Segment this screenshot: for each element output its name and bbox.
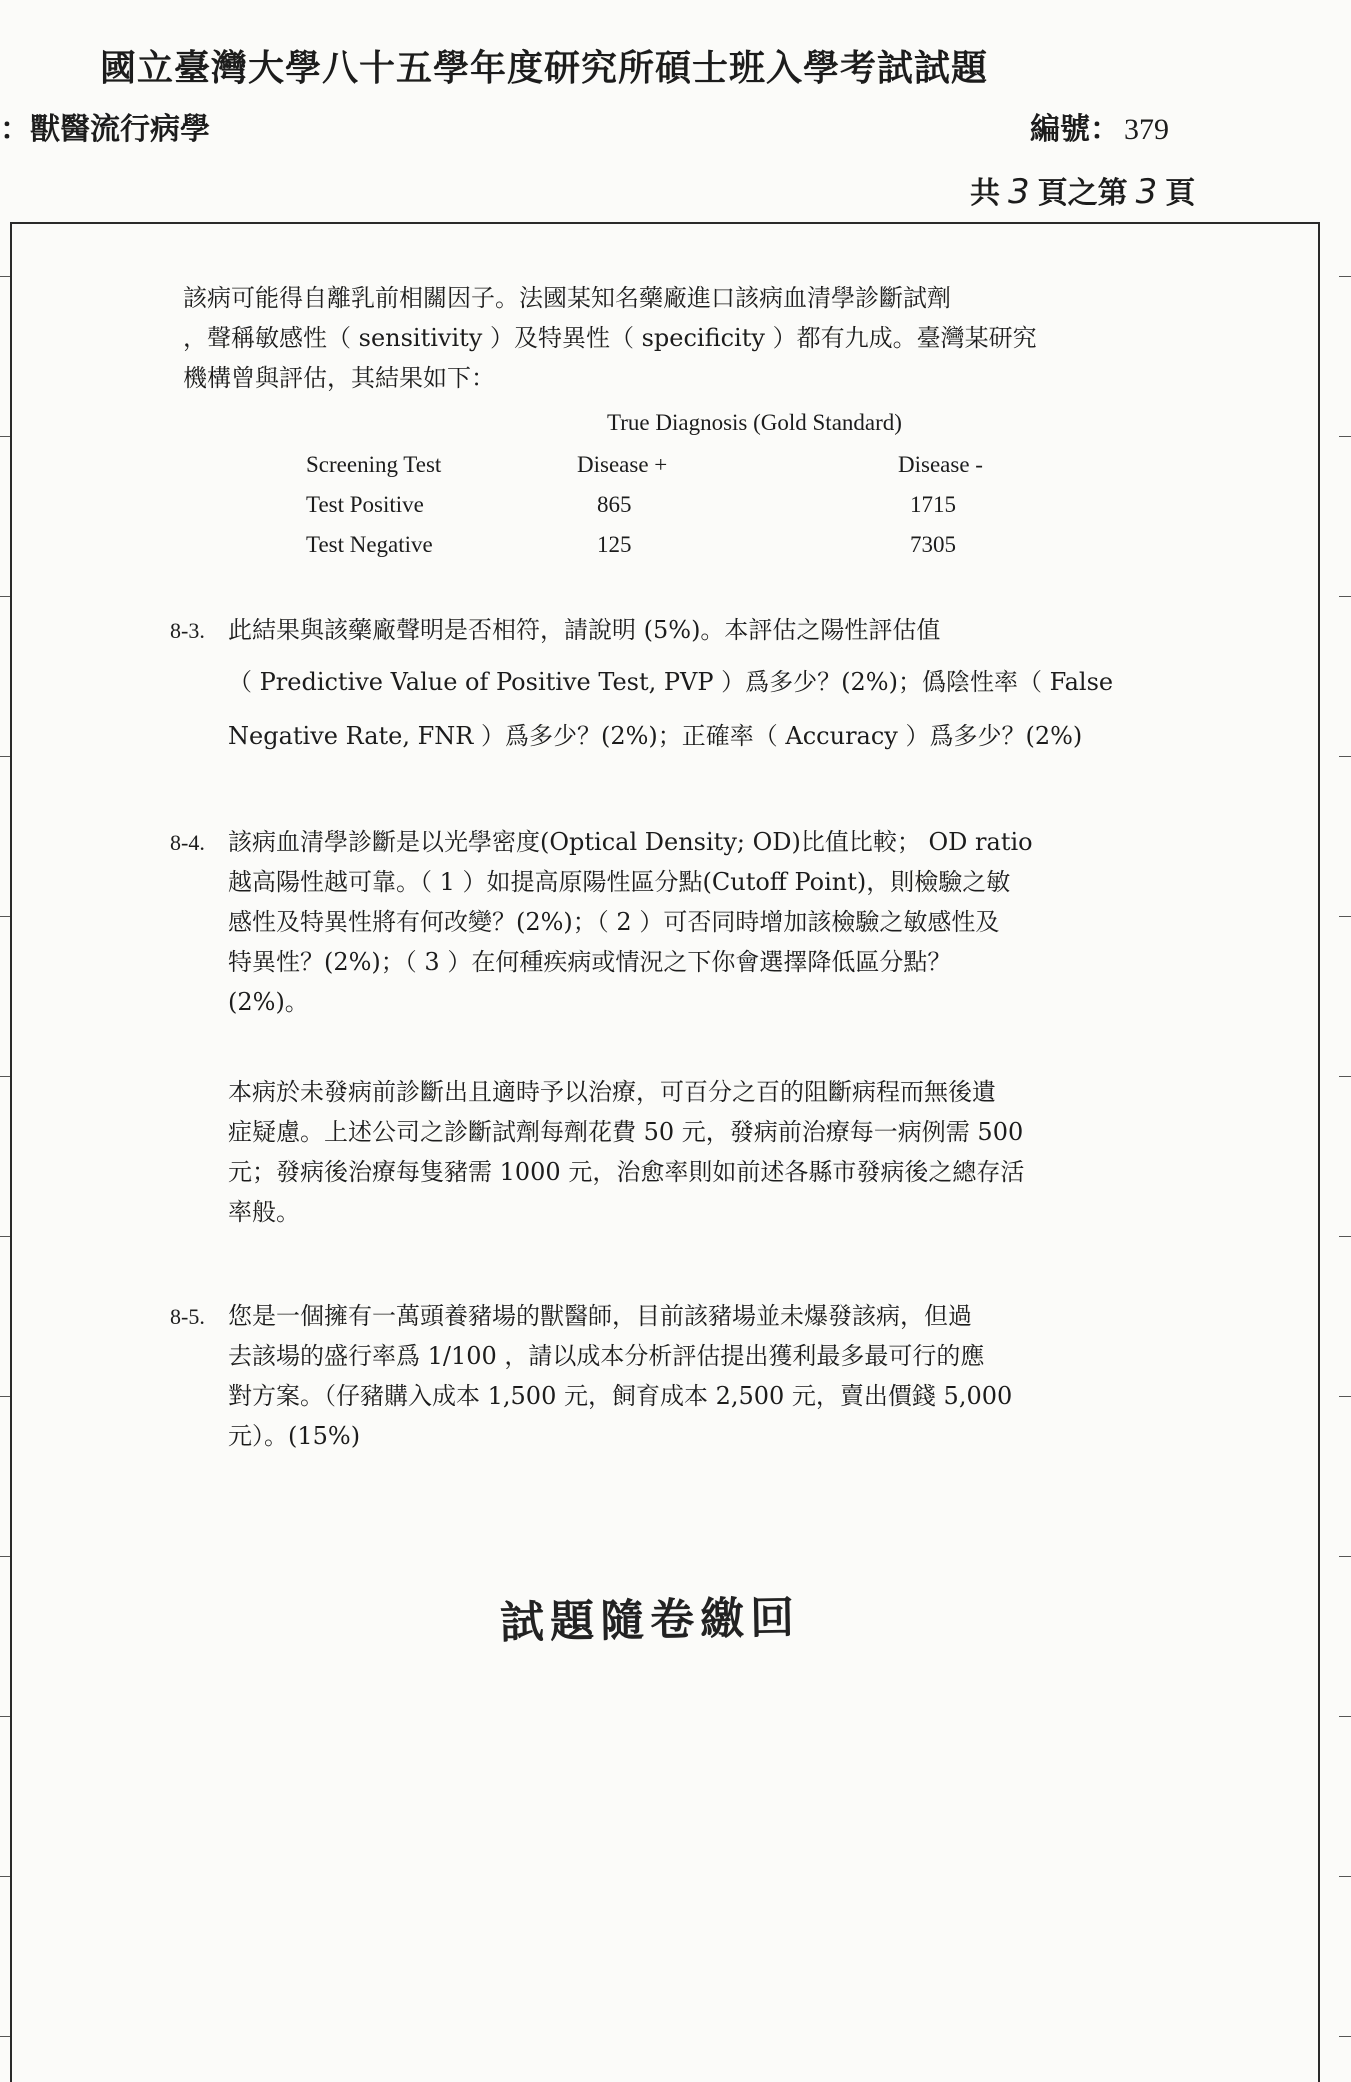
question-line: 感性及特異性將有何改變？(2%)；（ 2 ）可否同時增加該檢驗之敏感性及 — [228, 908, 1000, 936]
question-line: 元）。(15%) — [228, 1422, 361, 1450]
question-number: 8-4. — [170, 830, 205, 855]
margin-tick — [1339, 1396, 1351, 1397]
intro-line: 機構曾與評估，其結果如下： — [183, 364, 495, 392]
margin-tick — [0, 756, 10, 757]
margin-tick — [0, 1876, 10, 1877]
subject-label: ：獸醫流行病學 — [0, 112, 210, 147]
margin-tick — [1339, 916, 1351, 917]
table-cell: Test Positive — [306, 492, 424, 517]
intro-line: ，聲稱敏感性（ sensitivity ）及特異性（ specificity ）都有九成。臺灣某研究 — [183, 324, 1037, 352]
scenario-line: 元；發病後治療每隻豬需 1000 元，治愈率則如前述各縣市發病後之總存活 — [228, 1158, 1025, 1186]
intro-line: 該病可能得自離乳前相關因子。法國某知名藥廠進口該病血清學診斷試劑 — [183, 284, 951, 312]
page-indicator — [970, 168, 1195, 212]
scenario-line: 症疑慮。上述公司之診斷試劑每劑花費 50 元，發病前治療每一病例需 500 — [228, 1118, 1024, 1146]
margin-tick — [0, 1556, 10, 1557]
pages-total: 3 — [1008, 172, 1030, 212]
margin-tick — [1339, 1876, 1351, 1877]
margin-tick — [1339, 1076, 1351, 1077]
margin-tick — [0, 1716, 10, 1717]
question-line: Negative Rate, FNR ）爲多少？(2%)；正確率（ Accuracy ）爲多少？(2%) — [228, 722, 1083, 750]
return-notice-stamp: 試題隨卷繳回 — [499, 1592, 801, 1649]
question-line: （ Predictive Value of Positive Test, PVP ）爲多少？(2%)；僞陰性率（ False — [228, 668, 1114, 696]
pages-suffix: 頁 — [1165, 176, 1196, 211]
scenario-line: 率般。 — [228, 1198, 300, 1226]
question-number: 8-5. — [170, 1304, 205, 1329]
table-cell: 1715 — [910, 492, 956, 517]
question-line: 特異性？(2%)；（ 3 ）在何種疾病或情況之下你會選擇降低區分點？ — [228, 948, 952, 976]
pages-mid: 頁之第 — [1037, 176, 1128, 211]
question-line: 此結果與該藥廠聲明是否相符，請說明 (5%)。本評估之陽性評估值 — [228, 616, 941, 644]
table-super-header: True Diagnosis (Gold Standard) — [607, 410, 902, 435]
table-header: Screening Test — [306, 452, 442, 477]
table-cell: 865 — [597, 492, 632, 517]
margin-tick — [1339, 1556, 1351, 1557]
pages-current: 3 — [1135, 172, 1158, 212]
margin-tick — [0, 1396, 10, 1397]
exam-code-label: 編號： — [1030, 112, 1120, 147]
question-line: 越高陽性越可靠。（ 1 ）如提高原陽性區分點(Cutoff Point)，則檢驗之敏 — [228, 868, 1011, 896]
margin-tick — [1339, 2036, 1351, 2037]
margin-tick — [0, 916, 10, 917]
question-line: (2%)。 — [228, 988, 309, 1016]
table-header: Disease - — [898, 452, 983, 477]
question-number: 8-3. — [170, 618, 205, 643]
margin-tick — [1339, 436, 1351, 437]
margin-tick — [1339, 756, 1351, 757]
exam-title: 國立臺灣大學八十五學年度研究所碩士班入學考試試題 — [100, 47, 989, 89]
margin-tick — [0, 436, 10, 437]
question-line: 去該場的盛行率爲 1/100 ，請以成本分析評估提出獲利最多最可行的應 — [228, 1342, 985, 1370]
question-line: 該病血清學診斷是以光學密度(Optical Density; OD)比值比較； OD ratio — [228, 828, 1033, 856]
table-cell: Test Negative — [306, 532, 433, 557]
question-line: 對方案。（仔豬購入成本 1,500 元，飼育成本 2,500 元，賣出價錢 5,000 — [228, 1382, 1013, 1410]
exam-code-value: 379 — [1124, 113, 1169, 146]
margin-tick — [0, 1076, 10, 1077]
margin-tick — [0, 1236, 10, 1237]
pages-prefix: 共 — [970, 176, 1000, 211]
table-header: Disease + — [577, 452, 668, 477]
table-cell: 7305 — [910, 532, 956, 557]
margin-tick — [0, 2036, 10, 2037]
margin-tick — [1339, 1716, 1351, 1717]
exam-code — [1030, 104, 1169, 148]
margin-tick — [0, 276, 10, 277]
margin-tick — [1339, 596, 1351, 597]
table-cell: 125 — [597, 532, 632, 557]
margin-tick — [1339, 1236, 1351, 1237]
scenario-line: 本病於未發病前診斷出且適時予以治療，可百分之百的阻斷病程而無後遺 — [228, 1078, 996, 1106]
margin-tick — [0, 596, 10, 597]
question-line: 您是一個擁有一萬頭養豬場的獸醫師，目前該豬場並未爆發該病，但過 — [228, 1302, 972, 1330]
margin-tick — [1339, 276, 1351, 277]
